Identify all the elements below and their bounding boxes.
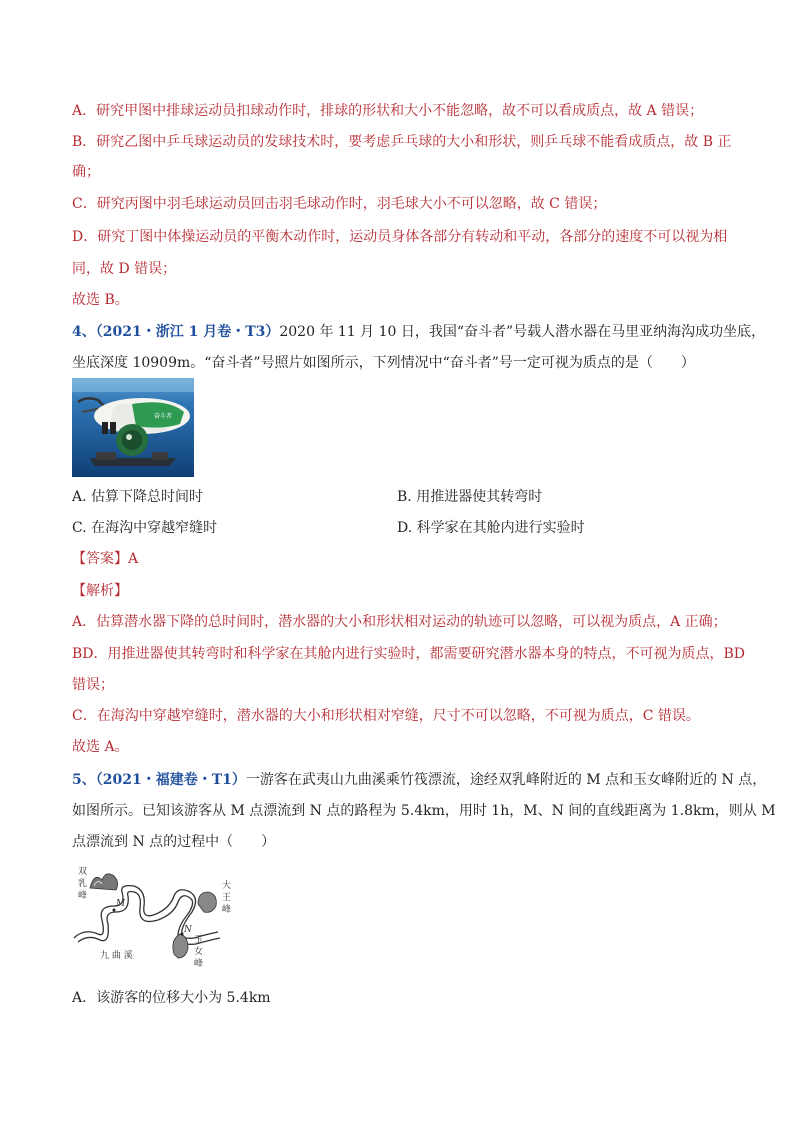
map-label-dawangfeng-2: 王 — [222, 893, 232, 903]
question-5-line-3: 点漂流到 N 点的过程中（ ） — [72, 834, 276, 850]
map-label-dawangfeng-1: 大 — [222, 881, 232, 891]
answer-label: 【答案】A — [72, 551, 139, 567]
map-label-point-n: N — [184, 925, 192, 935]
question-5-text-1: 一游客在武夷山九曲溪乘竹筏漂流，途经双乳峰附近的 M 点和玉女峰附近的 N 点， — [245, 772, 767, 788]
analysis-label: 【解析】 — [72, 583, 128, 599]
question-4-option-a[interactable]: A. 估算下降总时间时 — [72, 489, 204, 505]
question-5-line-2: 如图所示。已知该游客从 M 点漂流到 N 点的路程为 5.4km，用时 1h，M、N 间的直线距离为 1.8km，则从 M — [72, 803, 776, 819]
map-label-yunvfeng-2: 女 — [194, 947, 204, 957]
map-label-yunvfeng-1: 玉 — [194, 935, 204, 945]
question-4-option-b[interactable]: B. 用推进器使其转弯时 — [397, 489, 543, 505]
yunvfeng-peak-icon — [173, 934, 188, 958]
solution-line-d-cont: 同，故 D 错误； — [72, 261, 177, 277]
solution-line-c: C．研究丙图中羽毛球运动员回击羽毛球动作时，羽毛球大小不可以忽略，故 C 错误； — [72, 196, 607, 212]
submersible-photo — [72, 378, 194, 477]
map-label-shuangrufeng-1: 双 — [78, 867, 88, 877]
solution-line-b-cont: 确； — [72, 164, 100, 180]
question-5-tag: 5、（2021・福建卷・T1） — [72, 772, 246, 788]
question-4-text-1: 2020 年 11 月 10 日，我国“奋斗者”号载人潜水器在马里亚纳海沟成功坐底， — [279, 324, 766, 340]
question-4-option-d[interactable]: D. 科学家在其舱内进行实验时 — [397, 520, 585, 536]
solution-choice: 故选 B。 — [72, 292, 129, 308]
solution-line-b: B．研究乙图中乒乓球运动员的发球技术时，要考虑乒乓球的大小和形状，则乒乓球不能看成质点，故 B 正 — [72, 134, 732, 150]
analysis-line-bd: BD．用推进器使其转弯时和科学家在其舱内进行实验时，都需要研究潜水器本身的特点，不可视为质点，BD — [72, 646, 746, 662]
solution-line-d: D．研究丁图中体操运动员的平衡木动作时，运动员身体各部分有转动和平动，各部分的速度不可以视为相 — [72, 229, 728, 245]
analysis-line-bd-cont: 错误； — [72, 677, 114, 693]
map-label-shuangrufeng-2: 乳 — [78, 879, 88, 889]
analysis-line-a: A．估算潜水器下降的总时间时，潜水器的大小和形状相对运动的轨迹可以忽略，可以视为质点，A 正确； — [72, 614, 727, 630]
question-4-line-1 — [72, 322, 765, 342]
river-map — [70, 862, 250, 970]
map-label-yunvfeng-3: 峰 — [194, 959, 204, 969]
analysis-choice: 故选 A。 — [72, 739, 129, 755]
analysis-line-c: C．在海沟中穿越窄缝时，潜水器的大小和形状相对窄缝，尺寸不可以忽略，不可视为质点，C 错误。 — [72, 708, 700, 724]
question-5-line-1 — [72, 770, 766, 790]
map-label-point-m: M — [116, 899, 126, 909]
submersible-name-label: 奋斗者 — [154, 413, 173, 420]
question-4-tag: 4、（2021・浙江 1 月卷・T3） — [72, 324, 280, 340]
solution-line-a: A．研究甲图中排球运动员扣球动作时，排球的形状和大小不能忽略，故不可以看成质点，故 A 错误； — [72, 103, 704, 119]
question-4-option-c[interactable]: C. 在海沟中穿越窄缝时 — [72, 520, 218, 536]
map-label-jiuquxi: 九 曲 溪 — [100, 951, 133, 961]
question-5-option-a[interactable]: A．该游客的位移大小为 5.4km — [72, 990, 271, 1006]
shuangrufeng-peak-icon — [90, 874, 118, 890]
question-4-line-2: 坐底深度 10909m。“奋斗者”号照片如图所示，下列情况中“奋斗者”号一定可视为质点的是（ ） — [72, 355, 695, 371]
map-label-dawangfeng-3: 峰 — [222, 905, 232, 915]
map-label-shuangrufeng-3: 峰 — [78, 891, 88, 901]
dawangfeng-peak-icon — [198, 892, 216, 912]
